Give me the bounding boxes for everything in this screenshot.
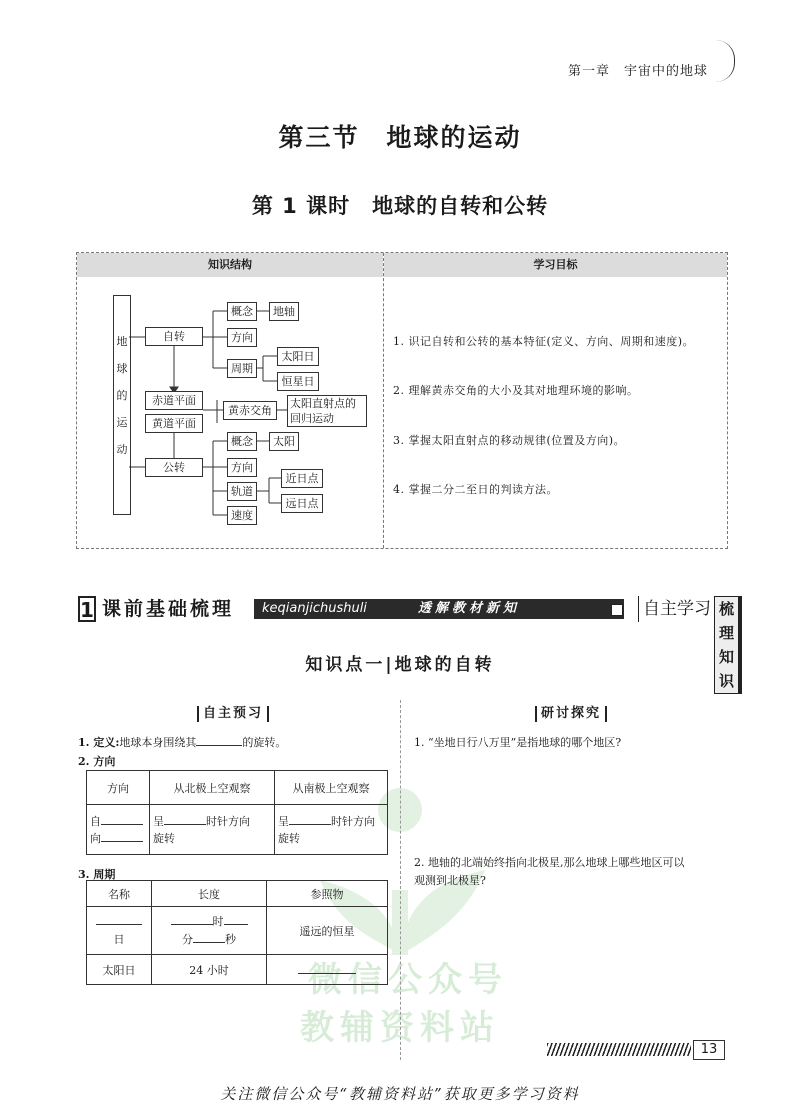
dir-cell-north: [150, 805, 275, 855]
dir-header-direction: 方向: [87, 771, 150, 805]
period-name-suffix: 日: [113, 932, 125, 946]
definition-line: [78, 734, 286, 750]
overview-box: [76, 252, 728, 549]
node-rotation: 自转: [145, 327, 203, 346]
dir-north-clockwise: 时针方向: [206, 814, 250, 828]
discussion-q1: 1. “坐地日行八万里”是指地球的哪个地区?: [414, 736, 622, 749]
period-row2-length: 24 小时: [152, 955, 267, 985]
chapter-header: 第一章 宇宙中的地球: [567, 64, 708, 79]
banner-title: 课前基础梳理: [102, 598, 235, 620]
period-ref-blank[interactable]: [298, 962, 356, 974]
dir-to-label: 向: [90, 831, 101, 845]
node-sun: 太阳: [269, 432, 299, 451]
dir-north-prefix: 呈: [153, 814, 164, 828]
column-divider: [400, 700, 401, 1060]
chapter-bracket: [716, 40, 735, 82]
banner-pinyin: keqianjichushuli: [262, 601, 367, 616]
dir-south-rotate: 旋转: [278, 831, 300, 845]
banner-square-icon: [611, 604, 623, 616]
banner-slogan: 透解教材新知: [418, 601, 521, 616]
banner-self-study: 自主学习: [638, 596, 716, 622]
period-table: [86, 880, 388, 985]
period-row1-reference: 遥远的恒星: [267, 907, 388, 955]
root-char: 地: [116, 335, 128, 348]
overview-divider: [383, 253, 384, 548]
root-char: 的: [116, 389, 128, 402]
watermark-line2: 教辅资料站: [300, 1008, 500, 1048]
goal-1: 1. 识记自转和公转的基本特征(定义、方向、周期和速度)。: [393, 335, 695, 348]
period-label: 3. 周期: [78, 868, 116, 881]
knowledge-structure-header: 知识结构: [77, 253, 383, 277]
node-direction-2: 方向: [227, 458, 257, 477]
dir-south-prefix: 呈: [278, 814, 289, 828]
period-name-blank[interactable]: [96, 913, 142, 925]
period-header-reference: 参照物: [267, 881, 388, 907]
node-ecliptic-plane: 黄道平面: [145, 414, 203, 433]
earth-motion-root: [113, 295, 131, 515]
discussion-q2-line1: 2. 地轴的北端始终指向北极星,那么地球上哪些地区可以: [414, 856, 685, 869]
root-char: 球: [116, 362, 128, 375]
dir-south-clockwise: 时针方向: [331, 814, 375, 828]
node-period: 周期: [227, 359, 257, 378]
node-revolution: 公转: [145, 458, 203, 477]
subsolar-line2: 回归运动: [290, 412, 334, 425]
dir-from-blank[interactable]: [101, 813, 143, 825]
period-min-unit: 分: [182, 932, 193, 946]
goal-2: 2. 理解黄赤交角的大小及其对地理环境的影响。: [393, 384, 639, 397]
node-concept: 概念: [227, 302, 257, 321]
node-direction: 方向: [227, 328, 257, 347]
goal-4: 4. 掌握二分二至日的判读方法。: [393, 483, 558, 496]
knowledge-point-title: 知识点一|地球的自转: [305, 655, 495, 675]
node-perihelion: 近日点: [281, 469, 323, 488]
definition-blank[interactable]: [196, 734, 242, 746]
banner-sort-knowledge: 梳理知识: [714, 596, 742, 694]
direction-label: 2. 方向: [78, 755, 116, 768]
node-speed: 速度: [227, 506, 257, 525]
node-subsolar-migration: [287, 395, 367, 427]
node-obliquity: 黄赤交角: [223, 401, 277, 420]
period-extra-blank[interactable]: [224, 913, 248, 925]
period-hour-unit: 时: [212, 914, 224, 928]
root-char: 运: [116, 416, 128, 429]
footer-notice: 关注微信公众号“教辅资料站”获取更多学习资料: [220, 1085, 580, 1103]
period-sec-blank[interactable]: [193, 931, 225, 943]
root-char: 动: [116, 443, 128, 456]
node-aphelion: 远日点: [281, 494, 323, 513]
period-row2-reference: [267, 955, 388, 985]
period-row2-name: 太阳日: [87, 955, 152, 985]
section-title: 第三节 地球的运动: [278, 123, 522, 152]
dir-cell-from-to: [87, 805, 150, 855]
period-header-length: 长度: [152, 881, 267, 907]
lesson-title: 第 1 课时 地球的自转和公转: [251, 194, 549, 218]
goal-3: 3. 掌握太阳直射点的移动规律(位置及方向)。: [393, 434, 626, 447]
dir-to-blank[interactable]: [101, 830, 143, 842]
node-orbit: 轨道: [227, 482, 257, 501]
period-row1-length: [152, 907, 267, 955]
dir-header-north: 从北极上空观察: [150, 771, 275, 805]
dir-cell-south: [275, 805, 388, 855]
node-solar-day: 太阳日: [277, 347, 319, 366]
discussion-q2-line2: 观测到北极星?: [414, 874, 486, 887]
banner-number: 1: [78, 596, 96, 622]
definition-text-b: 的旋转。: [242, 736, 287, 749]
dir-north-rotate: 旋转: [153, 831, 175, 845]
node-sidereal-day: 恒星日: [277, 372, 319, 391]
period-header-name: 名称: [87, 881, 152, 907]
dir-south-blank[interactable]: [289, 813, 331, 825]
definition-text-a: 地球本身围绕其: [119, 736, 197, 749]
period-hour-blank[interactable]: [171, 913, 213, 925]
subsolar-line1: 太阳直射点的: [290, 397, 356, 410]
dir-north-blank[interactable]: [164, 813, 206, 825]
discussion-heading: 研讨探究: [535, 706, 607, 722]
dir-header-south: 从南极上空观察: [275, 771, 388, 805]
definition-label: 1. 定义:: [78, 736, 120, 749]
direction-table: [86, 770, 388, 855]
watermark-line1: 微信公众号: [308, 960, 508, 1000]
node-equator-plane: 赤道平面: [145, 391, 203, 410]
period-row1-name: [87, 907, 152, 955]
preview-heading: 自主预习: [197, 706, 269, 722]
node-axis: 地轴: [269, 302, 299, 321]
learning-goals-header: 学习目标: [384, 253, 727, 277]
dir-from-label: 自: [90, 814, 101, 828]
period-sec-unit: 秒: [225, 932, 236, 946]
page-number: 13: [693, 1040, 725, 1060]
page-number-hatch: [547, 1043, 691, 1056]
node-concept-2: 概念: [227, 432, 257, 451]
